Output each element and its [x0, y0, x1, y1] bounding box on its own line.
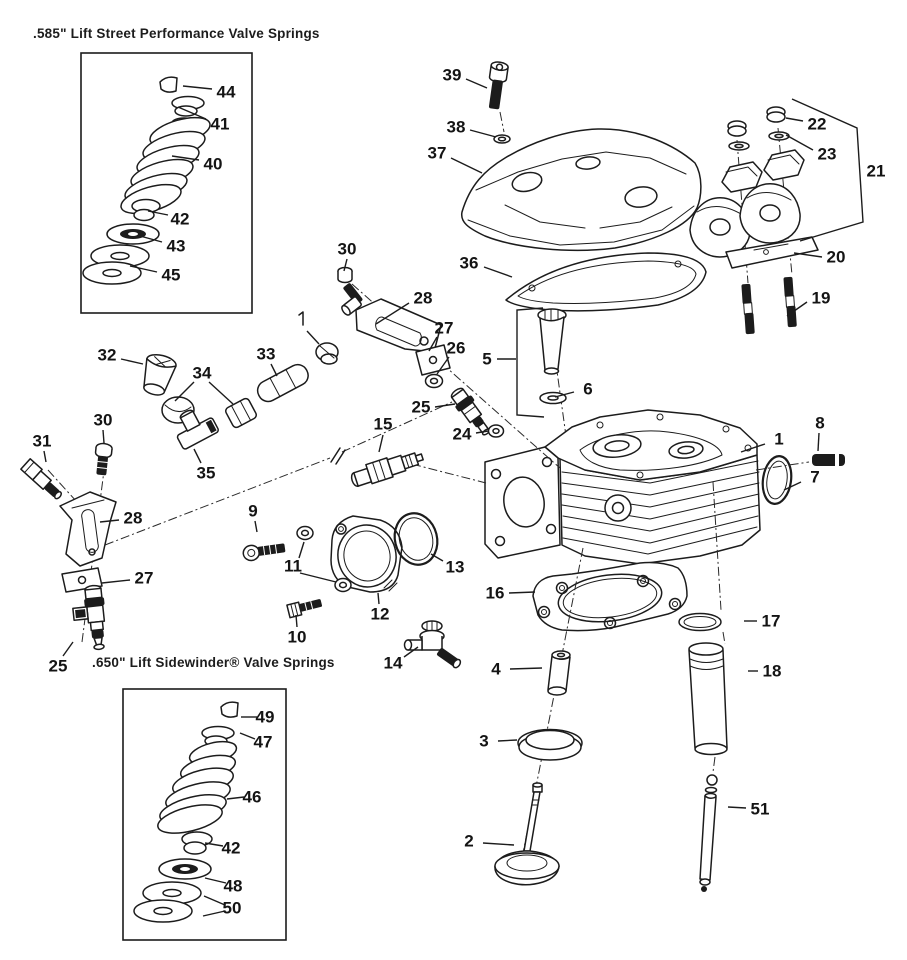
callout-37: 37: [427, 143, 447, 163]
callout-47: 47: [253, 732, 273, 752]
callout-33: 33: [256, 344, 276, 364]
callout-9: 9: [248, 501, 258, 521]
callout-18: 18: [762, 661, 782, 681]
callout-42: 42: [221, 838, 241, 858]
leader-line-39: [466, 79, 487, 88]
callout-24: 24: [452, 424, 472, 444]
callout-26: 26: [446, 338, 466, 358]
callout-14: 14: [383, 653, 403, 673]
callout-40: 40: [203, 154, 223, 174]
leader-line-11: [300, 573, 336, 582]
callout-22: 22: [807, 114, 827, 134]
rail-washer-drawing: [426, 375, 443, 388]
leader-line-15: [379, 435, 383, 452]
callout-50: 50: [222, 898, 242, 918]
leader-line-51: [728, 807, 746, 808]
cover-washer-drawing: [494, 135, 510, 143]
cover-bolt-drawing: [485, 61, 508, 110]
leader-line-35: [194, 449, 201, 463]
callout-3: 3: [479, 731, 489, 751]
leader-line-2: [483, 843, 514, 845]
callout-25: 25: [48, 656, 68, 676]
pushrod-drawing: [700, 757, 717, 892]
callout-51: 51: [750, 799, 770, 819]
breather-assembly-drawing: [517, 308, 566, 436]
callout-13: 13: [445, 557, 465, 577]
callout-6: 6: [583, 379, 593, 399]
callout-1: 1: [774, 429, 784, 449]
callout-45: 45: [161, 265, 181, 285]
street-springs-title: .585" Lift Street Performance Valve Springs: [33, 26, 320, 41]
head-gasket-drawing: [533, 563, 687, 631]
callout-23: 23: [817, 144, 837, 164]
leader-line-16: [509, 592, 535, 593]
callout-28: 28: [413, 288, 433, 308]
callout-30: 30: [337, 239, 357, 259]
leader-line-31: [44, 451, 46, 462]
cylinder-head-drawing: [485, 410, 760, 564]
callout-2: 2: [464, 831, 474, 851]
callout-20: 20: [826, 247, 846, 267]
leader-line-36: [484, 267, 512, 277]
callout-28: 28: [123, 508, 143, 528]
leader-line-25: [63, 642, 73, 656]
sidewinder-springs-title: .650" Lift Sidewinder® Valve Springs: [92, 655, 335, 670]
callout-8: 8: [815, 413, 825, 433]
callout-12: 12: [370, 604, 390, 624]
callout-16: 16: [485, 583, 505, 603]
leader-line-8: [818, 433, 819, 451]
leader-line-30: [103, 430, 104, 443]
callout-42: 42: [170, 209, 190, 229]
callout-31: 31: [32, 431, 52, 451]
callout-32: 32: [97, 345, 117, 365]
leader-line-33: [271, 364, 277, 376]
callout-25: 25: [411, 397, 431, 417]
hex-bolt-drawing: [287, 597, 323, 618]
leader-line-4: [510, 668, 542, 669]
callout-48: 48: [223, 876, 243, 896]
callout-4: 4: [491, 659, 501, 679]
valve-guide-drawing: [548, 651, 570, 695]
leader-line-46: [227, 797, 244, 799]
head-oring-drawing: [760, 454, 794, 505]
callout-38: 38: [446, 117, 466, 137]
leader-line-34: [209, 382, 233, 404]
leader-line-10: [296, 615, 297, 627]
leader-line-3: [498, 740, 517, 741]
drain-fitting-drawing: [405, 621, 462, 669]
callout-39: 39: [442, 65, 462, 85]
leader-line-25: [435, 404, 455, 407]
valve-drawing: [495, 783, 559, 885]
rail-nut-drawing: [299, 312, 338, 364]
callout-35: 35: [196, 463, 216, 483]
callout-49: 49: [255, 707, 275, 727]
leader-line-27: [102, 580, 130, 583]
callout-43: 43: [166, 236, 186, 256]
callout-27: 27: [134, 568, 154, 588]
street-spring-assembly-drawing: [83, 77, 213, 284]
callout-7: 7: [810, 467, 820, 487]
callout-19: 19: [811, 288, 831, 308]
callout-27: 27: [434, 318, 454, 338]
callout-15: 15: [373, 414, 393, 434]
leader-line-23: [786, 135, 813, 150]
callout-30: 30: [93, 410, 113, 430]
injector-washer-drawing: [489, 425, 504, 437]
callout-17: 17: [761, 611, 781, 631]
leader-line-22: [786, 118, 803, 121]
allen-bolt-drawing: [242, 541, 286, 562]
callout-11: 11: [284, 556, 302, 576]
leader-line-44: [183, 86, 212, 89]
temp-sensor-drawing: [349, 447, 486, 489]
callout-21: 21: [866, 161, 886, 181]
leader-line-12: [378, 593, 379, 604]
tappet-cover-drawing: [689, 632, 727, 755]
rocker-cover-drawing: [462, 129, 701, 250]
leader-line-32: [121, 359, 143, 364]
callout-41: 41: [210, 114, 230, 134]
callout-10: 10: [287, 627, 307, 647]
callout-44: 44: [216, 82, 236, 102]
leader-line-37: [451, 158, 482, 173]
leader-line-20: [794, 253, 822, 257]
callout-36: 36: [459, 253, 479, 273]
valve-seat-drawing: [518, 730, 582, 761]
callout-5: 5: [482, 349, 492, 369]
callout-34: 34: [192, 363, 212, 383]
cover-gasket-drawing: [506, 253, 706, 311]
leader-line-9: [255, 521, 257, 532]
rocker-arm-assembly-drawing: [690, 107, 818, 334]
callout-46: 46: [242, 787, 262, 807]
leader-line-38: [470, 130, 496, 137]
